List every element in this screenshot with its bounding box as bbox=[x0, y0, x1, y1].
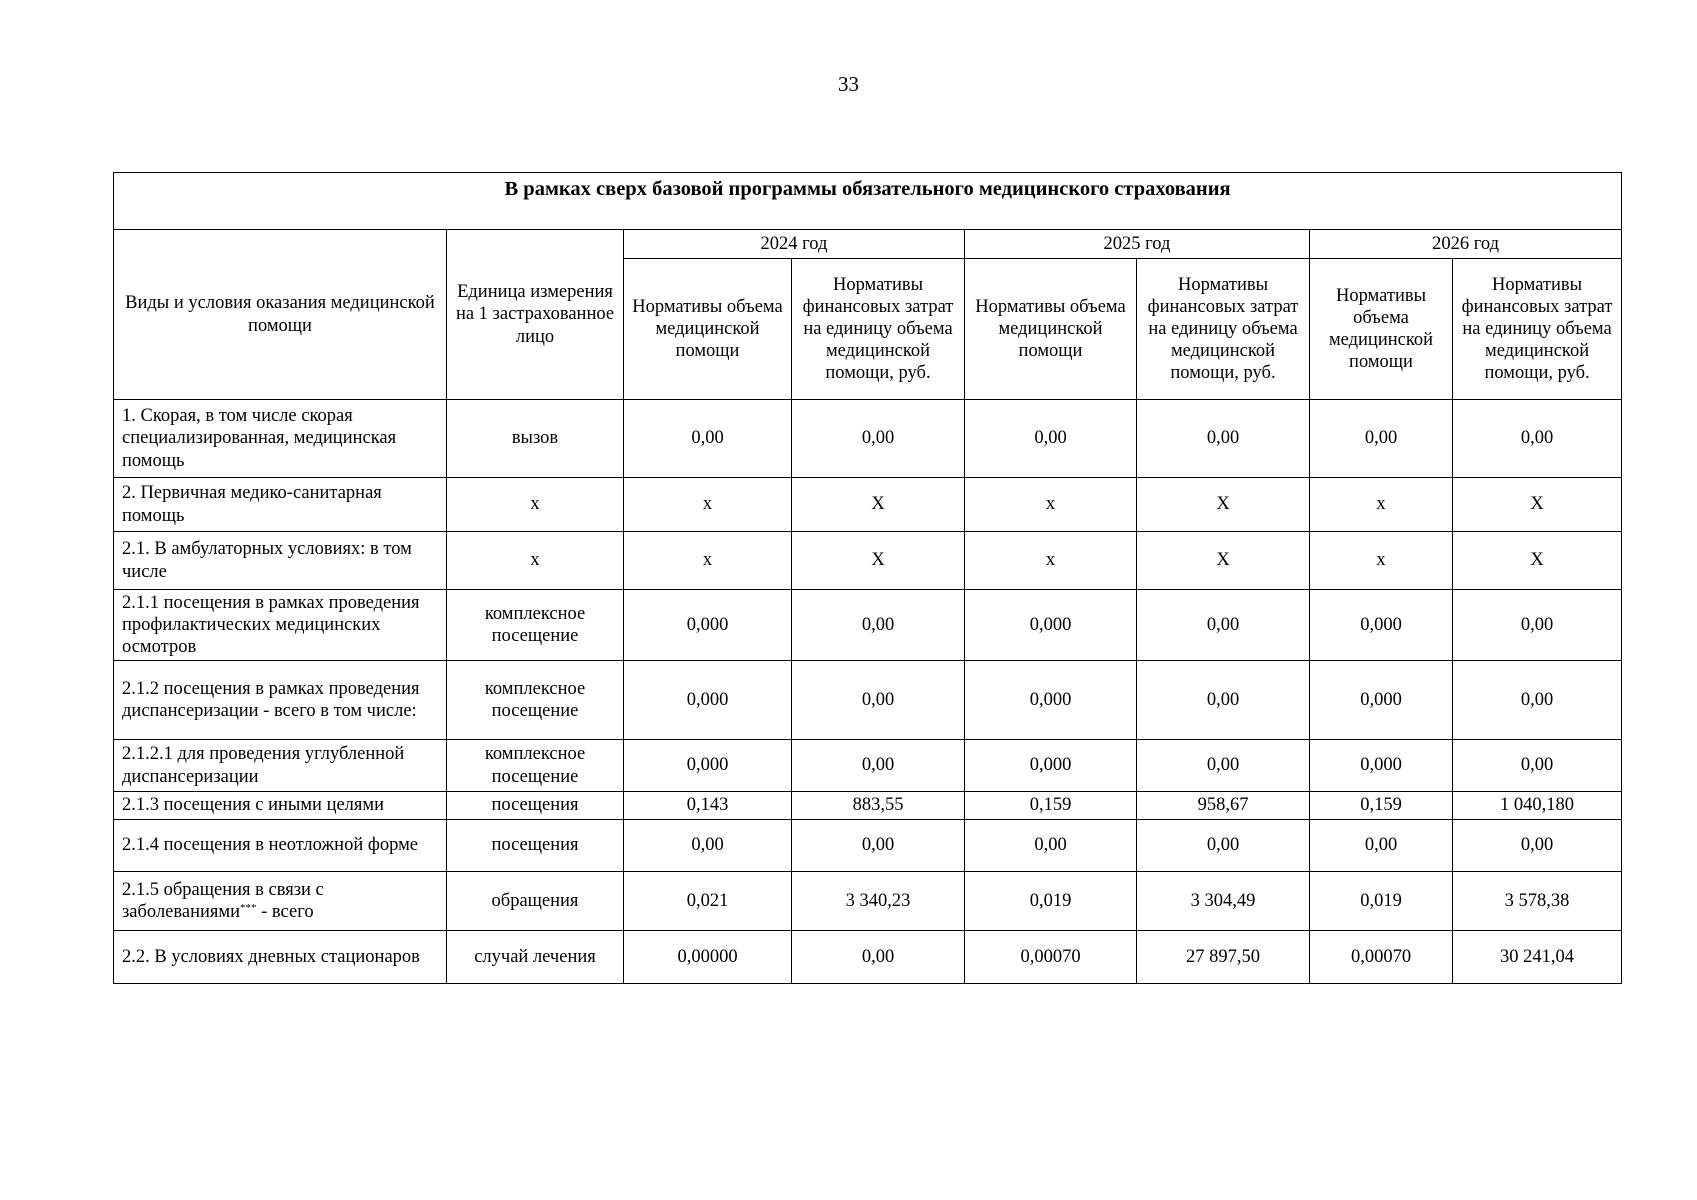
sub-header-volume-2025: Нормативы объема медицинской помощи bbox=[965, 259, 1137, 400]
page-number: 33 bbox=[838, 72, 859, 96]
value-cell: 0,00 bbox=[1310, 400, 1453, 478]
row-name bbox=[114, 872, 447, 931]
row-unit: случай лечения bbox=[447, 931, 624, 984]
row-unit: комплексное посещение bbox=[447, 661, 624, 740]
value-cell: 883,55 bbox=[792, 792, 965, 820]
row-name: 2.1.2.1 для проведения углубленной диспансеризации bbox=[114, 740, 447, 792]
value-cell: 0,000 bbox=[624, 740, 792, 792]
value-cell: х bbox=[1310, 478, 1453, 532]
value-cell: 0,000 bbox=[1310, 590, 1453, 661]
row-name: 1. Скорая, в том числе скорая специализированная, медицинская помощь bbox=[114, 400, 447, 478]
value-cell: 0,000 bbox=[965, 661, 1137, 740]
value-cell: 0,000 bbox=[1310, 661, 1453, 740]
value-cell: 0,000 bbox=[1310, 740, 1453, 792]
value-cell: 0,00 bbox=[624, 820, 792, 872]
table-row bbox=[114, 872, 1622, 931]
value-cell: 0,00 bbox=[1137, 820, 1310, 872]
sub-header-cost-2025: Нормативы финансовых затрат на единицу объема медицинской помощи, руб. bbox=[1137, 259, 1310, 400]
value-cell: 3 578,38 bbox=[1453, 872, 1622, 931]
value-cell: 0,00 bbox=[1453, 590, 1622, 661]
row-name: 2.1.2 посещения в рамках проведения диспансеризации - всего в том числе: bbox=[114, 661, 447, 740]
row-name-suffix: - всего bbox=[256, 902, 314, 922]
sub-header-volume-2026: Нормативы объема медицинской помощи bbox=[1310, 259, 1453, 400]
value-cell: 0,00 bbox=[792, 400, 965, 478]
value-cell: Х bbox=[1453, 478, 1622, 532]
value-cell: 0,00070 bbox=[965, 931, 1137, 984]
row-unit: комплексное посещение bbox=[447, 740, 624, 792]
value-cell: 0,00 bbox=[792, 820, 965, 872]
value-cell: Х bbox=[1453, 532, 1622, 590]
sub-header-volume-2024: Нормативы объема медицинской помощи bbox=[624, 259, 792, 400]
value-cell: 0,021 bbox=[624, 872, 792, 931]
row-unit: х bbox=[447, 532, 624, 590]
value-cell: Х bbox=[1137, 478, 1310, 532]
value-cell: 0,00 bbox=[965, 820, 1137, 872]
row-name: 2.2. В условиях дневных стационаров bbox=[114, 931, 447, 984]
row-unit: х bbox=[447, 478, 624, 532]
table-row bbox=[114, 931, 1622, 984]
value-cell: 0,00 bbox=[792, 590, 965, 661]
year-header-2026: 2026 год bbox=[1310, 230, 1622, 259]
value-cell: 30 241,04 bbox=[1453, 931, 1622, 984]
table-title: В рамках сверх базовой программы обязательного медицинского страхования bbox=[114, 173, 1622, 230]
value-cell: Х bbox=[792, 478, 965, 532]
value-cell: 0,00 bbox=[1453, 661, 1622, 740]
value-cell: 0,143 bbox=[624, 792, 792, 820]
table-row bbox=[114, 792, 1622, 820]
row-name: 2.1. В амбулаторных условиях: в том числе bbox=[114, 532, 447, 590]
value-cell: 958,67 bbox=[1137, 792, 1310, 820]
value-cell: 0,000 bbox=[965, 740, 1137, 792]
table-row bbox=[114, 400, 1622, 478]
table-row bbox=[114, 478, 1622, 532]
value-cell: 0,00 bbox=[1137, 661, 1310, 740]
row-name: 2.1.1 посещения в рамках проведения профилактических медицинских осмотров bbox=[114, 590, 447, 661]
value-cell: 0,000 bbox=[624, 661, 792, 740]
col-unit-header: Единица измерения на 1 застрахованное лицо bbox=[447, 230, 624, 400]
value-cell: 0,000 bbox=[965, 590, 1137, 661]
value-cell: 0,00 bbox=[1310, 820, 1453, 872]
value-cell: Х bbox=[1137, 532, 1310, 590]
value-cell: 0,00 bbox=[624, 400, 792, 478]
value-cell: х bbox=[624, 478, 792, 532]
value-cell: 0,00 bbox=[792, 661, 965, 740]
sub-header-cost-2024: Нормативы финансовых затрат на единицу объема медицинской помощи, руб. bbox=[792, 259, 965, 400]
value-cell: 0,00 bbox=[1453, 820, 1622, 872]
table-row bbox=[114, 740, 1622, 792]
table-row bbox=[114, 661, 1622, 740]
footnote-marker: *** bbox=[240, 902, 257, 914]
value-cell: 0,00070 bbox=[1310, 931, 1453, 984]
row-unit: обращения bbox=[447, 872, 624, 931]
table-row bbox=[114, 590, 1622, 661]
value-cell: 0,00 bbox=[965, 400, 1137, 478]
year-header-2025: 2025 год bbox=[965, 230, 1310, 259]
value-cell: 0,00 bbox=[1137, 400, 1310, 478]
value-cell: 0,019 bbox=[1310, 872, 1453, 931]
row-name: 2. Первичная медико-санитарная помощь bbox=[114, 478, 447, 532]
value-cell: Х bbox=[792, 532, 965, 590]
row-unit: посещения bbox=[447, 820, 624, 872]
value-cell: 0,00 bbox=[1137, 590, 1310, 661]
value-cell: 1 040,180 bbox=[1453, 792, 1622, 820]
row-unit: вызов bbox=[447, 400, 624, 478]
sub-header-cost-2026: Нормативы финансовых затрат на единицу объема медицинской помощи, руб. bbox=[1453, 259, 1622, 400]
value-cell: 0,159 bbox=[965, 792, 1137, 820]
table-row bbox=[114, 820, 1622, 872]
row-name-text: 2.1.5 обращения в связи с заболеваниями bbox=[122, 879, 324, 922]
row-unit: посещения bbox=[447, 792, 624, 820]
value-cell: 0,00000 bbox=[624, 931, 792, 984]
year-header-2024: 2024 год bbox=[624, 230, 965, 259]
value-cell: 0,00 bbox=[792, 740, 965, 792]
value-cell: х bbox=[965, 478, 1137, 532]
value-cell: 0,00 bbox=[1453, 740, 1622, 792]
value-cell: х bbox=[624, 532, 792, 590]
row-name: 2.1.4 посещения в неотложной форме bbox=[114, 820, 447, 872]
value-cell: х bbox=[1310, 532, 1453, 590]
row-unit: комплексное посещение bbox=[447, 590, 624, 661]
row-name: 2.1.3 посещения с иными целями bbox=[114, 792, 447, 820]
value-cell: 0,00 bbox=[1453, 400, 1622, 478]
value-cell: 3 340,23 bbox=[792, 872, 965, 931]
value-cell: 0,000 bbox=[624, 590, 792, 661]
table-row bbox=[114, 532, 1622, 590]
value-cell: 0,00 bbox=[1137, 740, 1310, 792]
value-cell: 27 897,50 bbox=[1137, 931, 1310, 984]
value-cell: 3 304,49 bbox=[1137, 872, 1310, 931]
value-cell: 0,159 bbox=[1310, 792, 1453, 820]
norms-table bbox=[113, 172, 1622, 984]
value-cell: 0,019 bbox=[965, 872, 1137, 931]
value-cell: 0,00 bbox=[792, 931, 965, 984]
col-type-header: Виды и условия оказания медицинской помощи bbox=[114, 230, 447, 400]
value-cell: х bbox=[965, 532, 1137, 590]
